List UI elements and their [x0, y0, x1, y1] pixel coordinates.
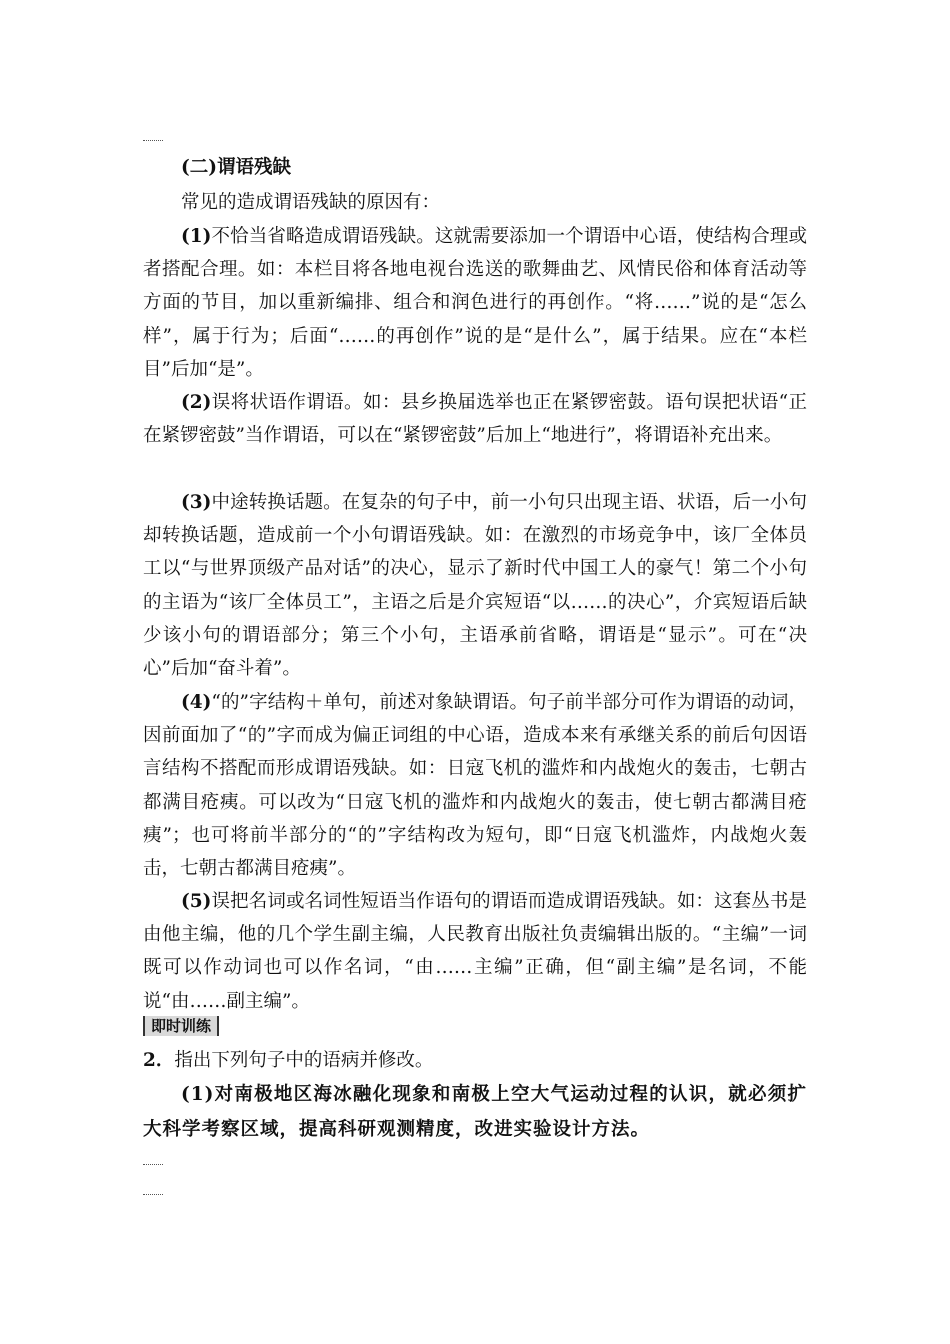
item-number: (4) — [181, 692, 212, 713]
question-item-1 — [143, 1077, 807, 1147]
dotted-marker-bottom — [143, 1194, 163, 1197]
section-intro: 常见的造成谓语残缺的原因有： — [181, 192, 441, 213]
question-number: 2． — [143, 1050, 175, 1071]
item-text: 误把名词或名词性短语当作语句的谓语而造成谓语残缺。如：这套丛书是由他主编，他的几个学生副主编，人民教育出版社负责编辑出版的。“主编”一词既可以作动词也可以作名词，“由……主编”正确，但“副主编”是名词，不能说“由……副主编”。 — [143, 891, 807, 1012]
item-text: 不恰当省略造成谓语残缺。这就需要添加一个谓语中心语，使结构合理或者搭配合理。如：本栏目将各地电视台选送的歌舞曲艺、风情民俗和体育活动等方面的节目，加以重新编排、组合和润色进行的再创作。“将……”说的是“怎么样”，属于行为；后面“……的再创作”说的是“是什么”，属于结果。应在“本栏目”后加“是”。 — [143, 226, 807, 380]
item-number: (3) — [181, 492, 212, 513]
item-text: 中途转换话题。在复杂的句子中，前一小句只出现主语、状语，后一小句却转换话题，造成前一个小句谓语残缺。如：在激烈的市场竞争中，该厂全体员工以“与世界顶级产品对话”的决心，显示了新时代中国工人的豪气！第二个小句的主语为“该厂全体员工”，主语之后是介宾短语“以……的决心”，介宾短语后缺少该小句的谓语部分；第三个小句，主语承前省略，谓语是“显示”。可在“决心”后加“奋斗着”。 — [143, 492, 807, 680]
exercise-tag: 即时训练 — [143, 1016, 219, 1036]
item-number: (1) — [181, 226, 212, 247]
paragraph-item-3 — [143, 486, 807, 685]
item-text: 误将状语作谓语。如：县乡换届选举也正在紧锣密鼓。语句误把状语“正在紧锣密鼓”当作谓语，可以在“紧锣密鼓”后加上“地进行”，将谓语补充出来。 — [143, 392, 807, 447]
paragraph-item-5 — [143, 885, 807, 1018]
question-item-text: 对南极地区海冰融化现象和南极上空大气运动过程的认识，就必须扩大科学考察区域，提高科研观测精度，改进实验设计方法。 — [143, 1084, 807, 1140]
question-title — [143, 1045, 433, 1077]
section-heading: (二)谓语残缺 — [181, 157, 292, 178]
item-number: (5) — [181, 891, 212, 912]
paragraph-item-2 — [143, 386, 807, 452]
item-text: “的”字结构＋单句，前述对象缺谓语。句子前半部分可作为谓语的动词，因前面加了“的”字而成为偏正词组的中心语，造成本来有承继关系的前后句因语言结构不搭配而形成谓语残缺。如：日寇飞机的滥炸和内战炮火的轰击，七朝古都满目疮痍。可以改为“日寇飞机的滥炸和内战炮火的轰击，使七朝古都满目疮痍”；也可将前半部分的“的”字结构改为短句，即“日寇飞机滥炸，内战炮火轰击，七朝古都满目疮痍”。 — [143, 692, 807, 880]
item-number: (2) — [181, 392, 212, 413]
paragraph-item-4 — [143, 686, 807, 885]
dotted-marker-top — [143, 140, 163, 143]
dotted-marker-middle — [143, 1164, 163, 1167]
question-item-number: (1) — [181, 1084, 215, 1105]
paragraph-item-1 — [143, 220, 807, 386]
question-text: 指出下列句子中的语病并修改。 — [174, 1050, 434, 1071]
